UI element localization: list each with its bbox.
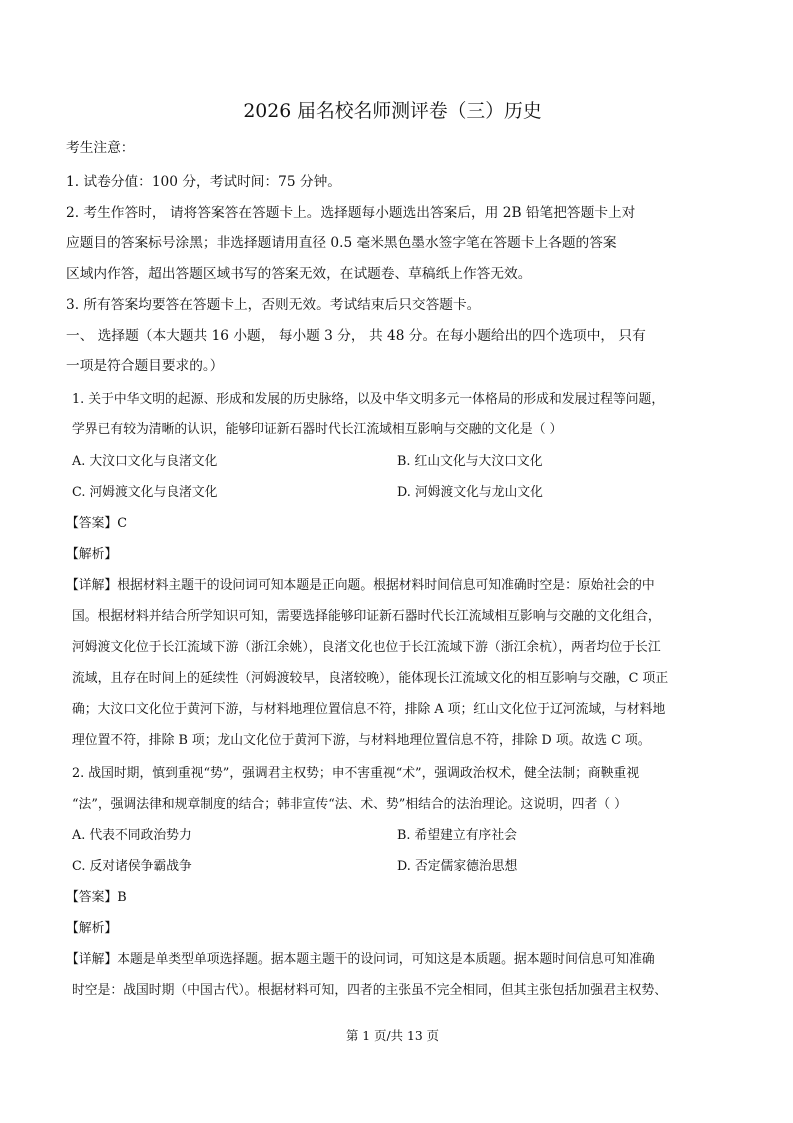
q2-stem: “法”，强调法律和规章制度的结合；韩非宣传“法、术、势”相结合的法治理论。这说明，四者（ ） [72, 797, 627, 812]
q1-stem: 学界已有较为清晰的认识，能够印证新石器时代长江流域相互影响与交融的文化是（ ） [72, 422, 563, 437]
q2-stem: 2. 战国时期，慎到重视“势”，强调君主权势；申不害重视“术”，强调政治权术，健全法制；商鞅重视 [72, 766, 640, 781]
notice-line: 2. 考生作答时， 请将答案答在答题卡上。选择题每小题选出答案后，用 2B 铅笔把答题卡上对 [66, 205, 636, 221]
notice-line: 3. 所有答案均要答在答题卡上，否则无效。考试结束后只交答题卡。 [66, 297, 481, 313]
q1-detail: 确；大汶口文化位于黄河下游，与材料地理位置信息不符，排除 A 项；红山文化位于辽河流域，与材料地 [72, 702, 666, 717]
page-title: 2026 届名校名师测评卷（三）历史 [243, 100, 542, 122]
section-heading-cont: 一项是符合题目要求的。） [66, 358, 224, 374]
q2-option-d: D. 否定儒家德治思想 [397, 859, 518, 874]
q1-option-a: A. 大汶口文化与良渚文化 [72, 454, 218, 469]
q1-option-c: C. 河姆渡文化与良渚文化 [72, 485, 218, 500]
q2-option-a: A. 代表不同政治势力 [72, 828, 192, 843]
q1-option-d: D. 河姆渡文化与龙山文化 [397, 485, 543, 500]
notice-line: 区域内作答，超出答题区域书写的答案无效，在试题卷、草稿纸上作答无效。 [66, 266, 532, 282]
q1-detail: 【详解】根据材料主题干的设问词可知本题是正向题。根据材料时间信息可知准确时空是：原始社会的中 [66, 578, 655, 593]
q2-analysis-label: 【解析】 [66, 921, 118, 936]
q2-answer: 【答案】B [66, 890, 127, 905]
q1-detail: 理位置不符，排除 B 项；龙山文化位于黄河下游，与材料地理位置信息不符，排除 D 项。故选 C 项。 [72, 733, 651, 748]
section-heading: 一、 选择题（本大题共 16 小题， 每小题 3 分， 共 48 分。在每小题给出的四个选项中， 只有 [66, 328, 646, 344]
q1-stem: 1. 关于中华文明的起源、形成和发展的历史脉络，以及中华文明多元一体格局的形成和发展过程等问题， [72, 392, 665, 407]
q2-detail: 时空是：战国时期（中国古代）。根据材料可知，四者的主张虽不完全相同，但其主张包括加强君主权势、 [72, 983, 668, 998]
page-footer: 第 1 页/共 13 页 [345, 1028, 440, 1043]
q2-option-c: C. 反对诸侯争霸战争 [72, 859, 192, 874]
notice-line: 1. 试卷分值：100 分，考试时间：75 分钟。 [66, 174, 341, 190]
q1-answer: 【答案】C [66, 516, 127, 531]
q2-detail: 【详解】本题是单类型单项选择题。据本题主题干的设问词，可知这是本质题。据本题时间信息可知准确 [66, 952, 655, 967]
q1-analysis-label: 【解析】 [66, 547, 118, 562]
q1-option-b: B. 红山文化与大汶口文化 [397, 454, 543, 469]
notice-line: 应题目的答案标号涂黑；非选择题请用直径 0.5 毫米黑色墨水签字笔在答题卡上各题的答案 [66, 235, 617, 251]
q1-detail: 国。根据材料并结合所学知识可知，需要选择能够印证新石器时代长江流域相互影响与交融的文化组合， [72, 609, 661, 624]
q1-detail: 流域，且存在时间上的延续性（河姆渡较早，良渚较晚），能体现长江流域文化的相互影响与交融，C 项正 [72, 671, 669, 686]
q1-detail: 河姆渡文化位于长江流域下游（浙江余姚），良渚文化也位于长江流域下游（浙江余杭），两者均位于长江 [72, 640, 661, 655]
notice-heading: 考生注意： [66, 140, 135, 156]
q2-option-b: B. 希望建立有序社会 [397, 828, 517, 843]
